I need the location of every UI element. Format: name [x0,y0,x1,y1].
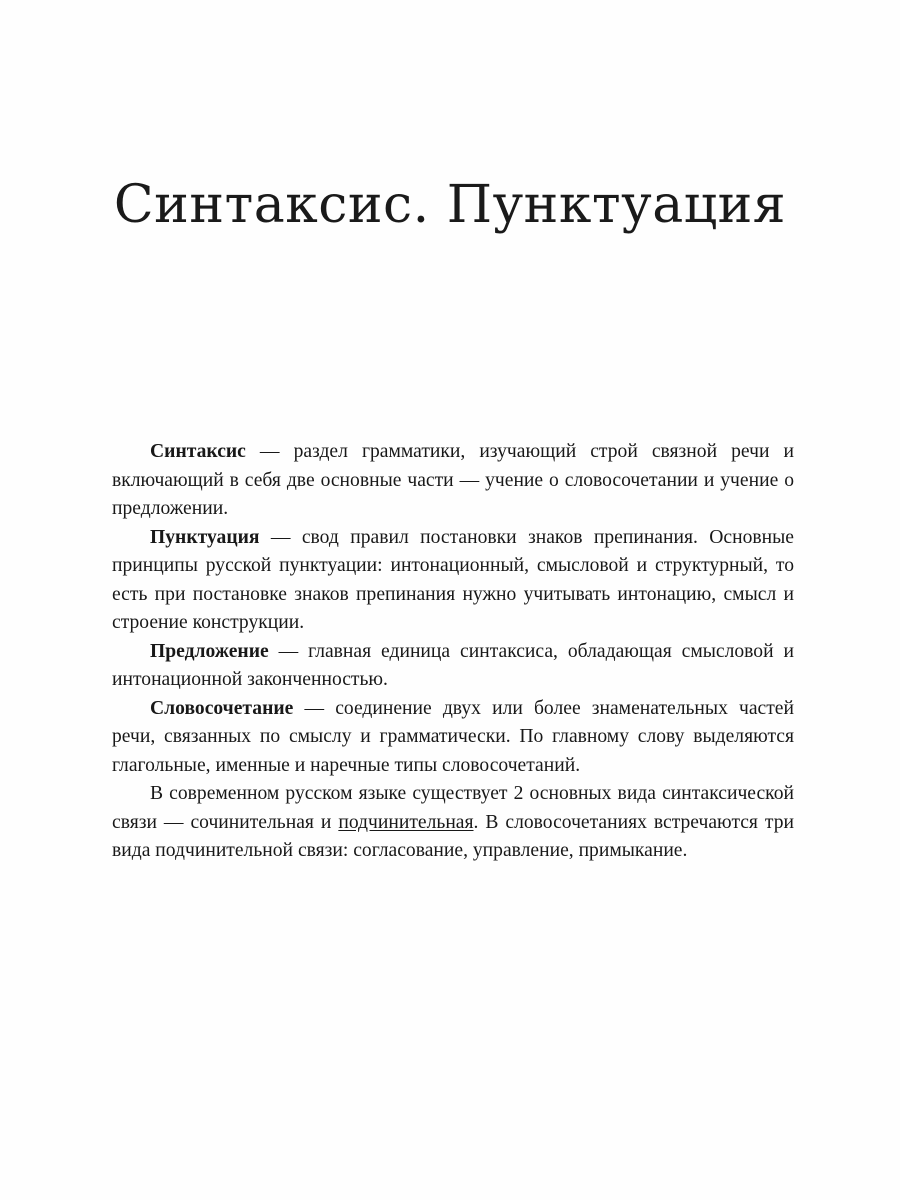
paragraph-predlozhenie [112,638,794,695]
page-title: Синтаксис. Пунктуация [113,175,787,235]
paragraph-text-slovosochetanie: — соединение двух или более знаменательных частей речи, связанных по смыслу и грамматически. По главному слову выделяются глагольные, именные и наречные типы словосочетаний. [112,697,794,776]
page-body [112,438,794,866]
paragraph-svyazi-before: В современном русском языке существует 2 основных вида синтаксической связи — сочинительная и [112,783,794,833]
term-predlozhenie: Предложение [150,640,269,662]
term-sintaksis: Синтаксис [150,441,246,462]
paragraph-sintaksis [112,438,794,524]
paragraph-punktuaciya [112,524,794,638]
paragraph-svyazi [112,780,794,866]
paragraph-text-punktuaciya: — свод правил постановки знаков препинания. Основные принципы русской пунктуации: интонационный, смысловой и структурный, то есть при постановке знаков препинания нужно учитывать интонацию, смысл и строение конструкции. [112,526,794,633]
paragraph-text-predlozhenie: — главная единица синтаксиса, обладающая смысловой и интонационной законченностью. [112,640,794,690]
underlined-term-podchinitelnaya: подчинительная [338,811,474,833]
paragraph-text-sintaksis: — раздел грамматики, изучающий строй связной речи и включающий в себя две основные части — учение о словосочетании и учение о предложении. [112,441,794,519]
term-slovosochetanie: Словосочетание [150,697,294,719]
paragraph-svyazi-after: . В словосочетаниях встречаются три вида подчинительной связи: согласование, управление, примыкание. [112,811,794,861]
term-punktuaciya: Пунктуация [150,526,260,548]
paragraph-slovosochetanie [112,695,794,781]
